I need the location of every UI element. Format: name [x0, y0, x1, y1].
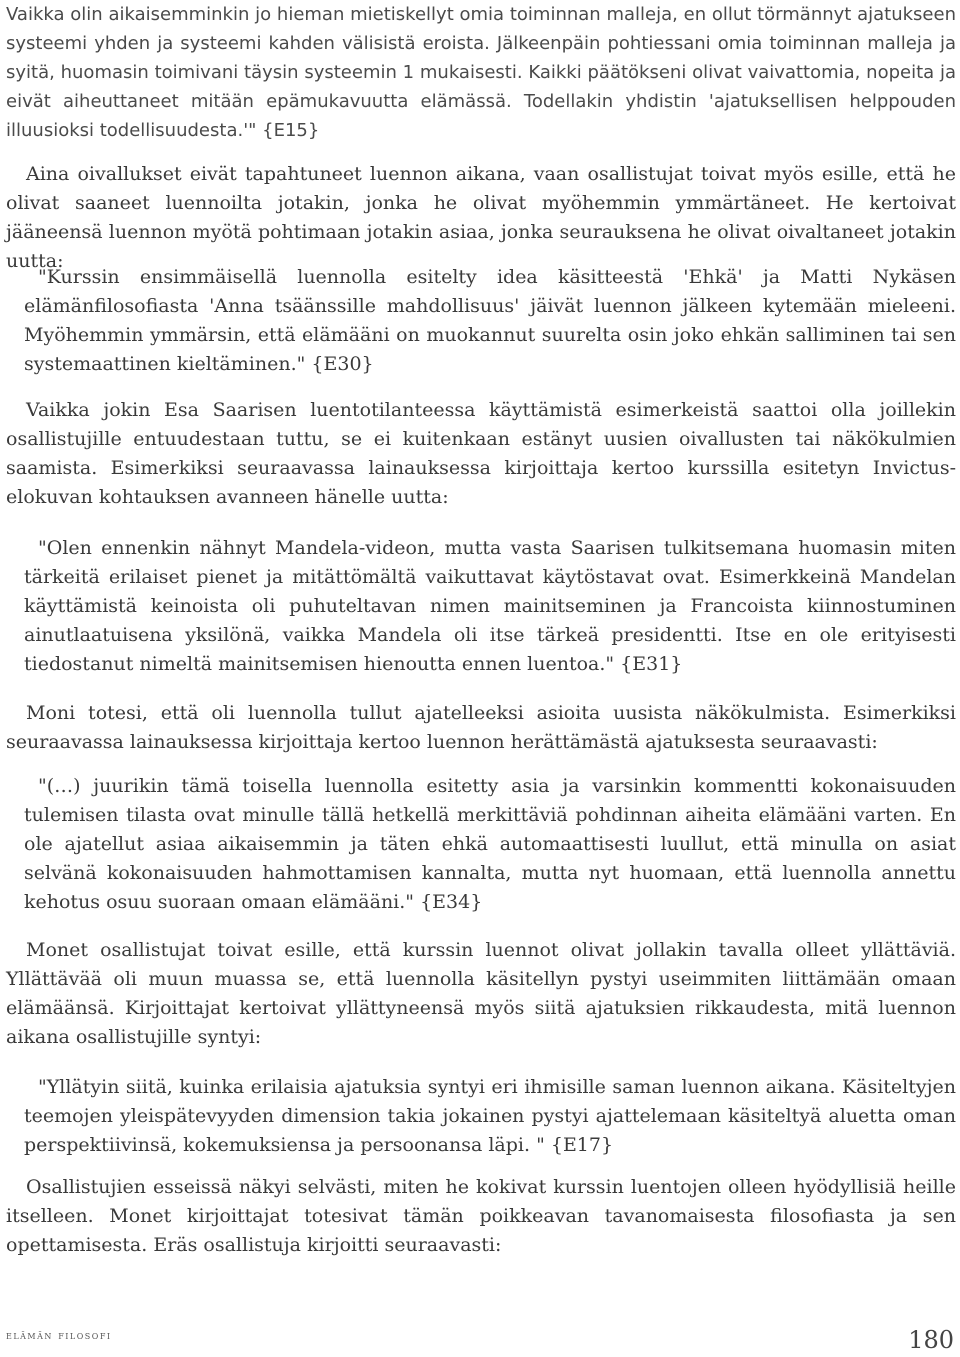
- quote-e31: "Olen ennenkin nähnyt Mandela-videon, mutta vasta Saarisen tulkitsemana huomasin miten tärkeitä erilaiset pienet ja mitättömältä vaikuttavat käytöstavat ovat. Esimerkkeinä Mandelan käyttämistä keinoista oli puhuteltavan nimen mainitseminen ja Francoista kiinnostuminen ainutlaatuisena yksilönä, vaikka Mandela oli itse tärkeä presidentti. Itse en ole erityisesti tiedostanut nimeltä mainitsemisen hienoutta ennen luentoa." {E31}: [24, 537, 956, 675]
- paragraph-usefulness: Osallistujien esseissä näkyi selvästi, miten he kokivat kurssin luentojen olleen hyödyllisiä heille itselleen. Monet kirjoittajat totesivat tämän poikkeavan tavanomaisesta filosofiasta ja sen opettamisesta. Eräs osallistuja kirjoitti seuraavasti:: [6, 1176, 956, 1256]
- paragraph-surprising-lectures: Monet osallistujat toivat esille, että kurssin luennot olivat jollakin tavalla olleet yllättäviä. Yllättävää oli muun muassa se, että luennolla käsitellyn pystyi useimmiten liittämään omaan elämäänsä. Kirjoittajat kertoivat yllättyneensä myös siitä ajatuksien rikkaudesta, mitä luennon aikana osallistujille syntyi:: [6, 939, 956, 1048]
- paragraph-new-perspectives: Moni totesi, että oli luennolla tullut ajatelleeksi asioita uusista näkökulmista. Esimerkiksi seuraavassa lainauksessa kirjoittaja kertoo luennon herättämästä ajatuksesta seuraavasti:: [6, 702, 956, 753]
- quote-e30: "Kurssin ensimmäisellä luennolla esitelty idea käsitteestä 'Ehkä' ja Matti Nykäsen elämänfilosofiasta 'Anna tsäänssille mahdollisuus' jäivät luennon jälkeen kytemään mieleeni. Myöhemmin ymmärsin, että elämääni on muokannut suurelta osin joko ehkän salliminen tai sen systemaattinen kieltäminen." {E30}: [24, 266, 956, 375]
- paragraph-invictus-example: Vaikka jokin Esa Saarisen luentotilanteessa käyttämistä esimerkeistä saattoi olla joillekin osallistujille entuudestaan tuttu, se ei kuitenkaan estänyt uusien oivallusten tai näkökulmien saamista. Esimerkiksi seuraavassa lainauksessa kirjoittaja kertoo kurssilla esitetyn Invictus-elokuvan kohtauksen avanneen hänelle uutta:: [6, 399, 956, 508]
- quote-e34: "(…) juurikin tämä toisella luennolla esitetty asia ja varsinkin kommentti kokonaisuuden tulemisen tilasta ovat minulle tällä hetkellä merkittäviä pohdinnan aiheita elämääni varten. En ole ajatellut asiaa aikaisemmin ja täten ehkä automaattisesti luullut, että minulla on asiat selvänä kokonaisuuden hahmottamisen kannalta, mutta nyt huomaan, että luennolla annettu kehotus osuu suoraan omaan elämääni." {E34}: [24, 775, 956, 913]
- running-title: elämän filosofi: [6, 1328, 112, 1342]
- quote-e17: "Yllätyin siitä, kuinka erilaisia ajatuksia syntyi eri ihmisille saman luennon aikana. Käsiteltyjen teemojen yleispätevyyden dimension takia jokainen pystyi ajattelemaan käsiteltyä aluetta oman perspektiivinsä, kokemuksiensa ja persoonansa läpi. " {E17}: [24, 1076, 956, 1156]
- page-number: 180: [908, 1326, 954, 1354]
- quote-e15-continued: Vaikka olin aikaisemminkin jo hieman mietiskellyt omia toiminnan malleja, en ollut törmännyt ajatukseen systeemi yhden ja systeemi kahden välisistä eroista. Jälkeenpäin pohtiessani omia toiminnan malleja ja syitä, huomasin toimivani täysin systeemin 1 mukaisesti. Kaikki päätökseni olivat vaivattomia, nopeita ja eivät aiheuttaneet mitään epämukavuutta elämässä. Todellakin yhdistin 'ajatuksellisen helppouden illuusioksi todellisuudesta.'" {E15}: [6, 4, 956, 141]
- paragraph-insights-after-lecture: Aina oivallukset eivät tapahtuneet luennon aikana, vaan osallistujat toivat myös esille, että he olivat saaneet luennoilta jotakin, jonka he olivat myöhemmin ymmärtäneet. He kertoivat jääneensä luennon myötä pohtimaan jotakin asiaa, jonka seurauksena he olivat oivaltaneet jotakin uutta:: [6, 163, 956, 272]
